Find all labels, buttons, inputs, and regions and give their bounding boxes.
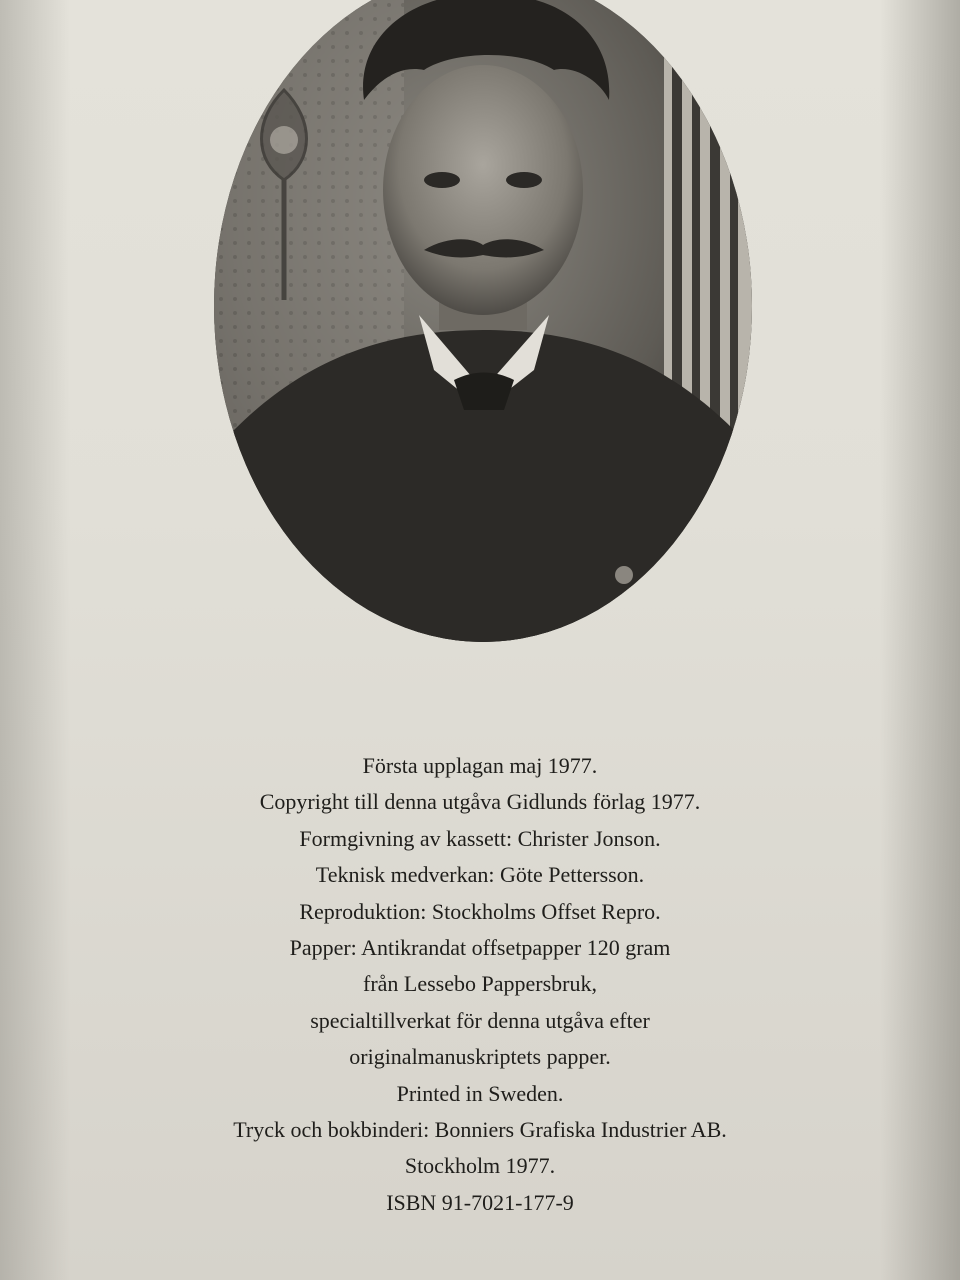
colophon-line-special: specialtillverkat för denna utgåva efter (310, 1007, 650, 1033)
colophon-line-paper-mill: från Lessebo Pappersbruk, (363, 971, 597, 997)
colophon-line-manuscript: originalmanuskriptets papper. (349, 1044, 611, 1070)
colophon-line-design: Formgivning av kassett: Christer Jonson. (299, 825, 661, 851)
colophon-line-paper: Papper: Antikrandat offsetpapper 120 gram (289, 935, 671, 961)
portrait-illustration (214, 0, 752, 642)
oval-portrait-photo (214, 0, 752, 642)
colophon-line-first-edition: Första upplagan maj 1977. (362, 753, 598, 778)
colophon-line-city-year: Stockholm 1977. (404, 1153, 556, 1179)
striped-curtain-icon (664, 10, 752, 430)
colophon-line-copyright: Copyright till denna utgåva Gidlunds förlag 1977. (259, 789, 701, 815)
colophon-line-reproduction: Reproduktion: Stockholms Offset Repro. (299, 898, 661, 924)
colophon-text (120, 748, 840, 1221)
colophon-line-printed: Printed in Sweden. (396, 1080, 564, 1106)
colophon-line-technical: Teknisk medverkan: Göte Pettersson. (315, 862, 645, 888)
colophon-line-printer: Tryck och bokbinderi: Bonniers Grafiska Industrier AB. (233, 1117, 727, 1143)
colophon-line-isbn: ISBN 91-7021-177-9 (386, 1189, 574, 1215)
